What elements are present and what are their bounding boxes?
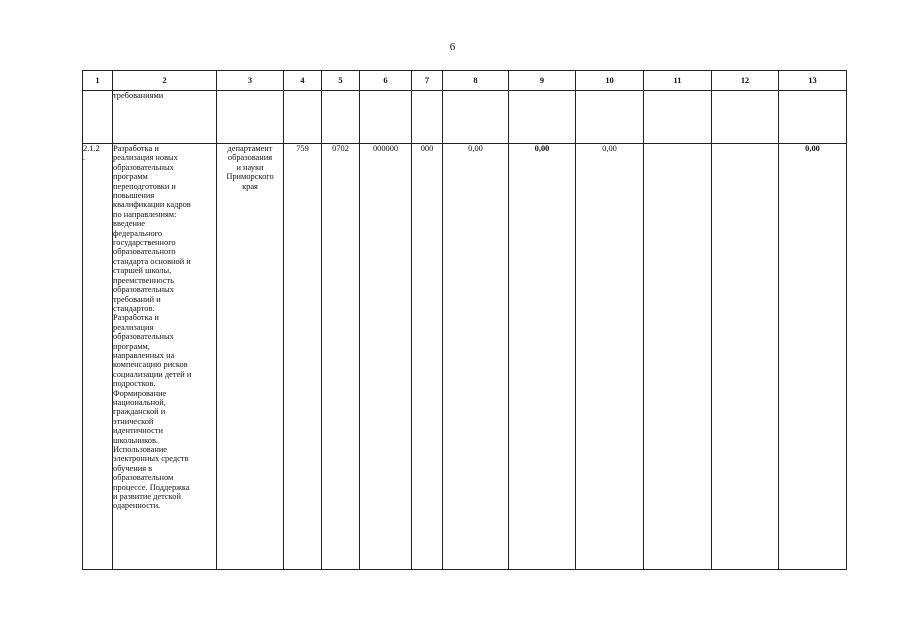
row-col13-cell: 0,00 bbox=[779, 144, 847, 570]
continuation-cell-5 bbox=[322, 91, 360, 144]
row-col6-cell: 000000 bbox=[360, 144, 412, 570]
row-col9-cell: 0,00 bbox=[509, 144, 576, 570]
continuation-cell-10 bbox=[576, 91, 644, 144]
row-col4-cell: 759 bbox=[284, 144, 322, 570]
continuation-cell-3 bbox=[217, 91, 284, 144]
continuation-cell-6 bbox=[360, 91, 412, 144]
header-col-4: 4 bbox=[284, 71, 322, 91]
header-col-9: 9 bbox=[509, 71, 576, 91]
header-col-10: 10 bbox=[576, 71, 644, 91]
header-row bbox=[83, 71, 847, 91]
header-col-6: 6 bbox=[360, 71, 412, 91]
header-col-13: 13 bbox=[779, 71, 847, 91]
table-row-2-1-2 bbox=[83, 144, 847, 570]
row-code-cell: 2.1.2 . bbox=[83, 144, 113, 570]
continuation-cell-7 bbox=[412, 91, 443, 144]
row-name-cell: Разработка и реализация новых образовательных программ переподготовки и повышения квалификации кадров по направлениям: введение федерального государственного образовательного стандарта основной и старшей школы, преемственность образовательных требований и стандартов. Разработка и реализация образовательных программ, направленных на компенсацию рисков социализации детей и подростков. Формирование национальной, гражданской и этнической идентичности школьников. Использование электронных средств обучения в образовательном процессе. Поддержка и развитие детской одаренности. bbox=[113, 144, 217, 570]
continuation-cell-1 bbox=[83, 91, 113, 144]
header-col-1: 1 bbox=[83, 71, 113, 91]
header-col-5: 5 bbox=[322, 71, 360, 91]
header-col-3: 3 bbox=[217, 71, 284, 91]
row-col11-cell bbox=[644, 144, 712, 570]
header-col-7: 7 bbox=[412, 71, 443, 91]
table-row-continuation bbox=[83, 91, 847, 144]
continuation-cell-9 bbox=[509, 91, 576, 144]
row-executor-cell: департамент образования и науки Приморского края bbox=[217, 144, 284, 570]
header-col-8: 8 bbox=[443, 71, 509, 91]
page-number: 6 bbox=[449, 41, 456, 53]
continuation-cell-8 bbox=[443, 91, 509, 144]
row-col7-cell: 000 bbox=[412, 144, 443, 570]
header-col-12: 12 bbox=[712, 71, 779, 91]
continuation-cell-4 bbox=[284, 91, 322, 144]
continuation-cell-13 bbox=[779, 91, 847, 144]
continuation-cell-12 bbox=[712, 91, 779, 144]
continuation-cell-11 bbox=[644, 91, 712, 144]
row-col10-cell: 0,00 bbox=[576, 144, 644, 570]
row-col12-cell bbox=[712, 144, 779, 570]
row-col5-cell: 0702 bbox=[322, 144, 360, 570]
continuation-name-cell: требованиями bbox=[113, 91, 217, 144]
budget-table bbox=[82, 70, 847, 570]
row-col8-cell: 0,00 bbox=[443, 144, 509, 570]
header-col-2: 2 bbox=[113, 71, 217, 91]
header-col-11: 11 bbox=[644, 71, 712, 91]
